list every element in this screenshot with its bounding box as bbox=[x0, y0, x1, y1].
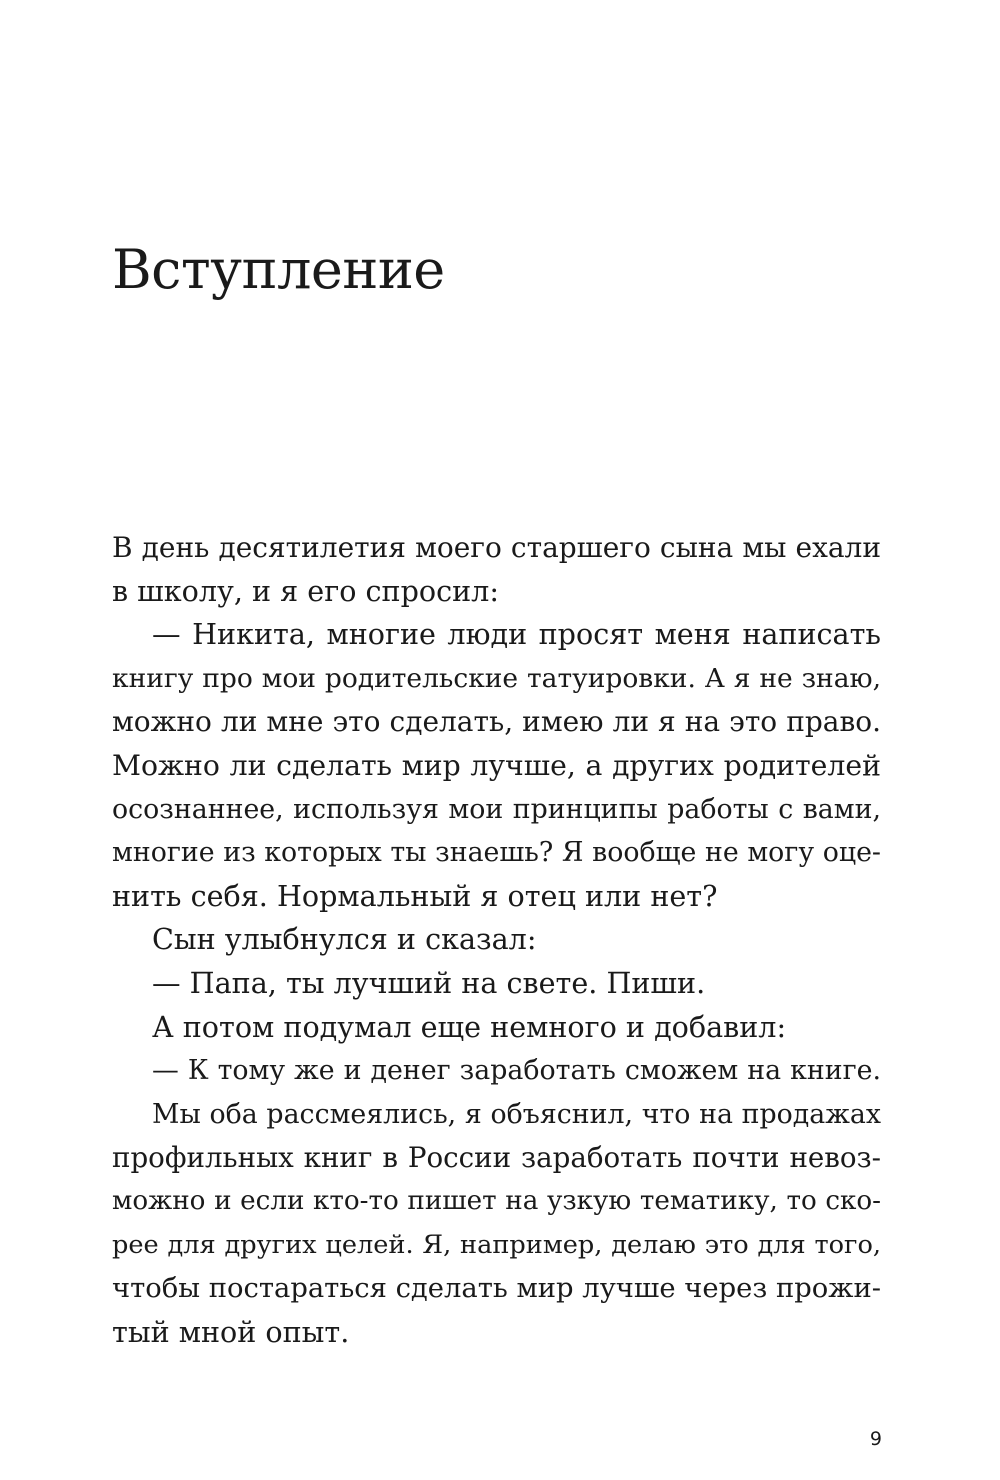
text-line: рее для других целей. Я, например, делаю это для того, bbox=[112, 1229, 881, 1260]
body-text bbox=[112, 526, 881, 1354]
text-line: можно ли мне это сделать, имею ли я на это право. bbox=[112, 705, 881, 739]
text-line: Мы оба рассмеялись, я объяснил, что на продажах bbox=[152, 1098, 881, 1130]
text-line: А потом подумал еще немного и добавил: bbox=[152, 1009, 787, 1044]
text-line: чтобы постараться сделать мир лучше через прожи- bbox=[112, 1273, 881, 1305]
text-line: осознаннее, используя мои принципы работы с вами, bbox=[112, 793, 881, 825]
chapter-title: Вступление bbox=[112, 238, 445, 301]
text-line: книгу про мои родительские татуировки. А я не знаю, bbox=[112, 662, 881, 694]
text-line: Сын улыбнулся и сказал: bbox=[152, 922, 537, 957]
text-line: можно и если кто-то пишет на узкую тематику, то ско- bbox=[112, 1185, 881, 1216]
text-line: — Папа, ты лучший на свете. Пиши. bbox=[152, 965, 706, 1000]
text-line: многие из которых ты знаешь? Я вообще не могу оце- bbox=[112, 837, 881, 869]
text-line: — К тому же и денег заработать сможем на книге. bbox=[152, 1055, 881, 1087]
text-line: В день десятилетия моего старшего сына мы ехали bbox=[112, 531, 881, 564]
text-line: нить себя. Нормальный я отец или нет? bbox=[112, 878, 718, 913]
text-line: — Никита, многие люди просят меня написать bbox=[152, 617, 881, 652]
page-number: 9 bbox=[869, 1428, 882, 1450]
text-line: профильных книг в России заработать почти невоз- bbox=[112, 1141, 881, 1175]
text-line: Можно ли сделать мир лучше, а других родителей bbox=[112, 748, 881, 782]
text-line: тый мной опыт. bbox=[112, 1314, 350, 1349]
text-line: в школу, и я его спросил: bbox=[112, 573, 499, 608]
